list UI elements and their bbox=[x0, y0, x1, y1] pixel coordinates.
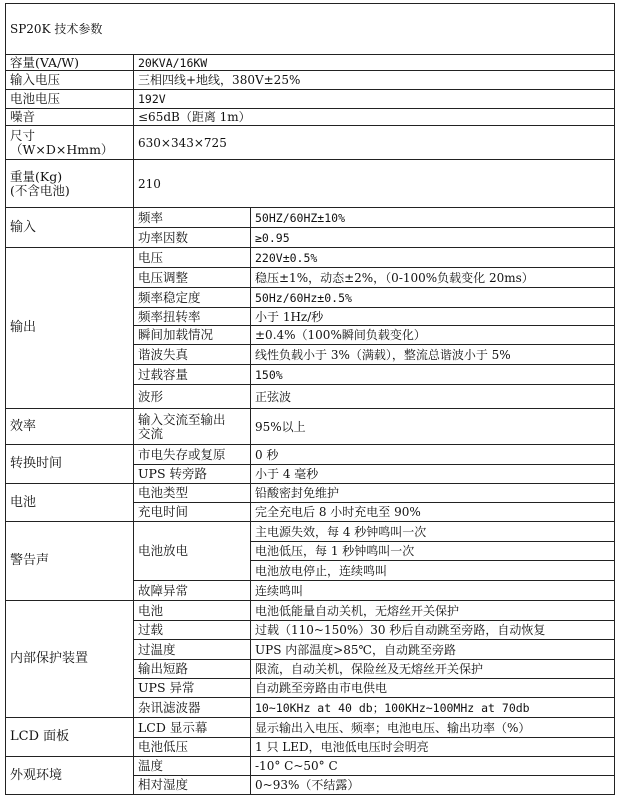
spec-value: ±0.4%（100%瞬间负载变化） bbox=[251, 326, 615, 345]
spec-item: 电池 bbox=[134, 601, 251, 621]
spec-value: 0 秒 bbox=[251, 445, 615, 465]
spec-value: 1 只 LED，电池低电压时会明亮 bbox=[251, 738, 615, 757]
category-protection: 内部保护装置 bbox=[6, 601, 134, 718]
spec-item: 功率因数 bbox=[134, 228, 251, 248]
spec-value: 铅酸密封免维护 bbox=[251, 484, 615, 503]
spec-value: 三相四线+地线，380V±25% bbox=[134, 71, 615, 90]
spec-value: 0~93%（不结露） bbox=[251, 776, 615, 795]
spec-value: ≥0.95 bbox=[251, 228, 615, 248]
spec-value: 95%以上 bbox=[251, 409, 615, 445]
spec-value: 50Hz/60Hz±0.5% bbox=[251, 288, 615, 308]
spec-label: 噪音 bbox=[6, 109, 134, 126]
spec-value: 过载（110~150%）30 秒后自动跳至旁路，自动恢复 bbox=[251, 621, 615, 640]
spec-label: 容量(VA/W) bbox=[6, 55, 134, 71]
spec-value: ≤65dB（距离 1m） bbox=[134, 109, 615, 126]
spec-value: 完全充电后 8 小时充电至 90% bbox=[251, 503, 615, 522]
spec-item: 电压 bbox=[134, 248, 251, 268]
spec-value: 连续鸣叫 bbox=[251, 581, 615, 601]
spec-item: 频率 bbox=[134, 208, 251, 228]
spec-value: 10~10KHz at 40 db；100KHz~100MHz at 70db bbox=[251, 698, 615, 718]
spec-item: 输出短路 bbox=[134, 660, 251, 679]
spec-value: 20KVA/16KW bbox=[134, 55, 615, 71]
spec-value: 电池低压，每 1 秒钟鸣叫一次 bbox=[251, 542, 615, 561]
spec-value: 630×343×725 bbox=[134, 126, 615, 160]
spec-value: 线性负载小于 3%（满载），整流总谐波小于 5% bbox=[251, 345, 615, 365]
spec-label: 重量(Kg) (不含电池) bbox=[6, 160, 134, 208]
spec-value: 小于 4 毫秒 bbox=[251, 465, 615, 484]
category-battery: 电池 bbox=[6, 484, 134, 522]
spec-value: 220V±0.5% bbox=[251, 248, 615, 268]
spec-value: 自动跳至旁路由市电供电 bbox=[251, 679, 615, 698]
spec-value: 50HZ/60HZ±10% bbox=[251, 208, 615, 228]
category-efficiency: 效率 bbox=[6, 409, 134, 445]
spec-item: 过载 bbox=[134, 621, 251, 640]
spec-value: -10° C~50° C bbox=[251, 757, 615, 776]
spec-value: 正弦波 bbox=[251, 385, 615, 409]
category-output: 输出 bbox=[6, 248, 134, 409]
spec-value: UPS 内部温度>85℃，自动跳至旁路 bbox=[251, 640, 615, 660]
spec-value: 稳压±1%，动态±2%，（0-100%负载变化 20ms） bbox=[251, 268, 615, 288]
spec-label: 电池电压 bbox=[6, 90, 134, 109]
spec-item: 波形 bbox=[134, 385, 251, 409]
spec-table bbox=[5, 3, 615, 795]
category-input: 输入 bbox=[6, 208, 134, 248]
spec-item: 过温度 bbox=[134, 640, 251, 660]
spec-label: 尺寸 （W×D×Hmm） bbox=[6, 126, 134, 160]
category-transfer: 转换时间 bbox=[6, 445, 134, 484]
spec-item: UPS 转旁路 bbox=[134, 465, 251, 484]
spec-item: 谐波失真 bbox=[134, 345, 251, 365]
spec-item: 过载容量 bbox=[134, 365, 251, 385]
spec-value: 192V bbox=[134, 90, 615, 109]
category-environment: 外观环境 bbox=[6, 757, 134, 795]
spec-value: 限流，自动关机，保险丝及无熔丝开关保护 bbox=[251, 660, 615, 679]
spec-item: 故障异常 bbox=[134, 581, 251, 601]
category-alarm: 警告声 bbox=[6, 522, 134, 601]
table-title: SP20K 技术参数 bbox=[6, 4, 615, 55]
spec-item: 频率稳定度 bbox=[134, 288, 251, 308]
spec-item: LCD 显示幕 bbox=[134, 718, 251, 738]
spec-item: 频率扭转率 bbox=[134, 308, 251, 326]
spec-value: 小于 1Hz/秒 bbox=[251, 308, 615, 326]
spec-value: 显示输出入电压、频率；电池电压、输出功率（%） bbox=[251, 718, 615, 738]
spec-item: 瞬间加载情况 bbox=[134, 326, 251, 345]
spec-value: 150% bbox=[251, 365, 615, 385]
spec-value: 电池放电停止，连续鸣叫 bbox=[251, 561, 615, 581]
spec-value: 电池低能量自动关机，无熔丝开关保护 bbox=[251, 601, 615, 621]
spec-item: 充电时间 bbox=[134, 503, 251, 522]
spec-item: 温度 bbox=[134, 757, 251, 776]
spec-item: 杂讯滤波器 bbox=[134, 698, 251, 718]
spec-label: 输入电压 bbox=[6, 71, 134, 90]
spec-value: 210 bbox=[134, 160, 615, 208]
spec-item: 电池放电 bbox=[134, 522, 251, 581]
spec-item: 电池低压 bbox=[134, 738, 251, 757]
spec-item: UPS 异常 bbox=[134, 679, 251, 698]
category-lcd: LCD 面板 bbox=[6, 718, 134, 757]
spec-item: 电池类型 bbox=[134, 484, 251, 503]
spec-item: 相对湿度 bbox=[134, 776, 251, 795]
spec-item: 市电失存或复原 bbox=[134, 445, 251, 465]
spec-value: 主电源失效，每 4 秒钟鸣叫一次 bbox=[251, 522, 615, 542]
spec-item: 电压调整 bbox=[134, 268, 251, 288]
spec-item: 输入交流至输出 交流 bbox=[134, 409, 251, 445]
